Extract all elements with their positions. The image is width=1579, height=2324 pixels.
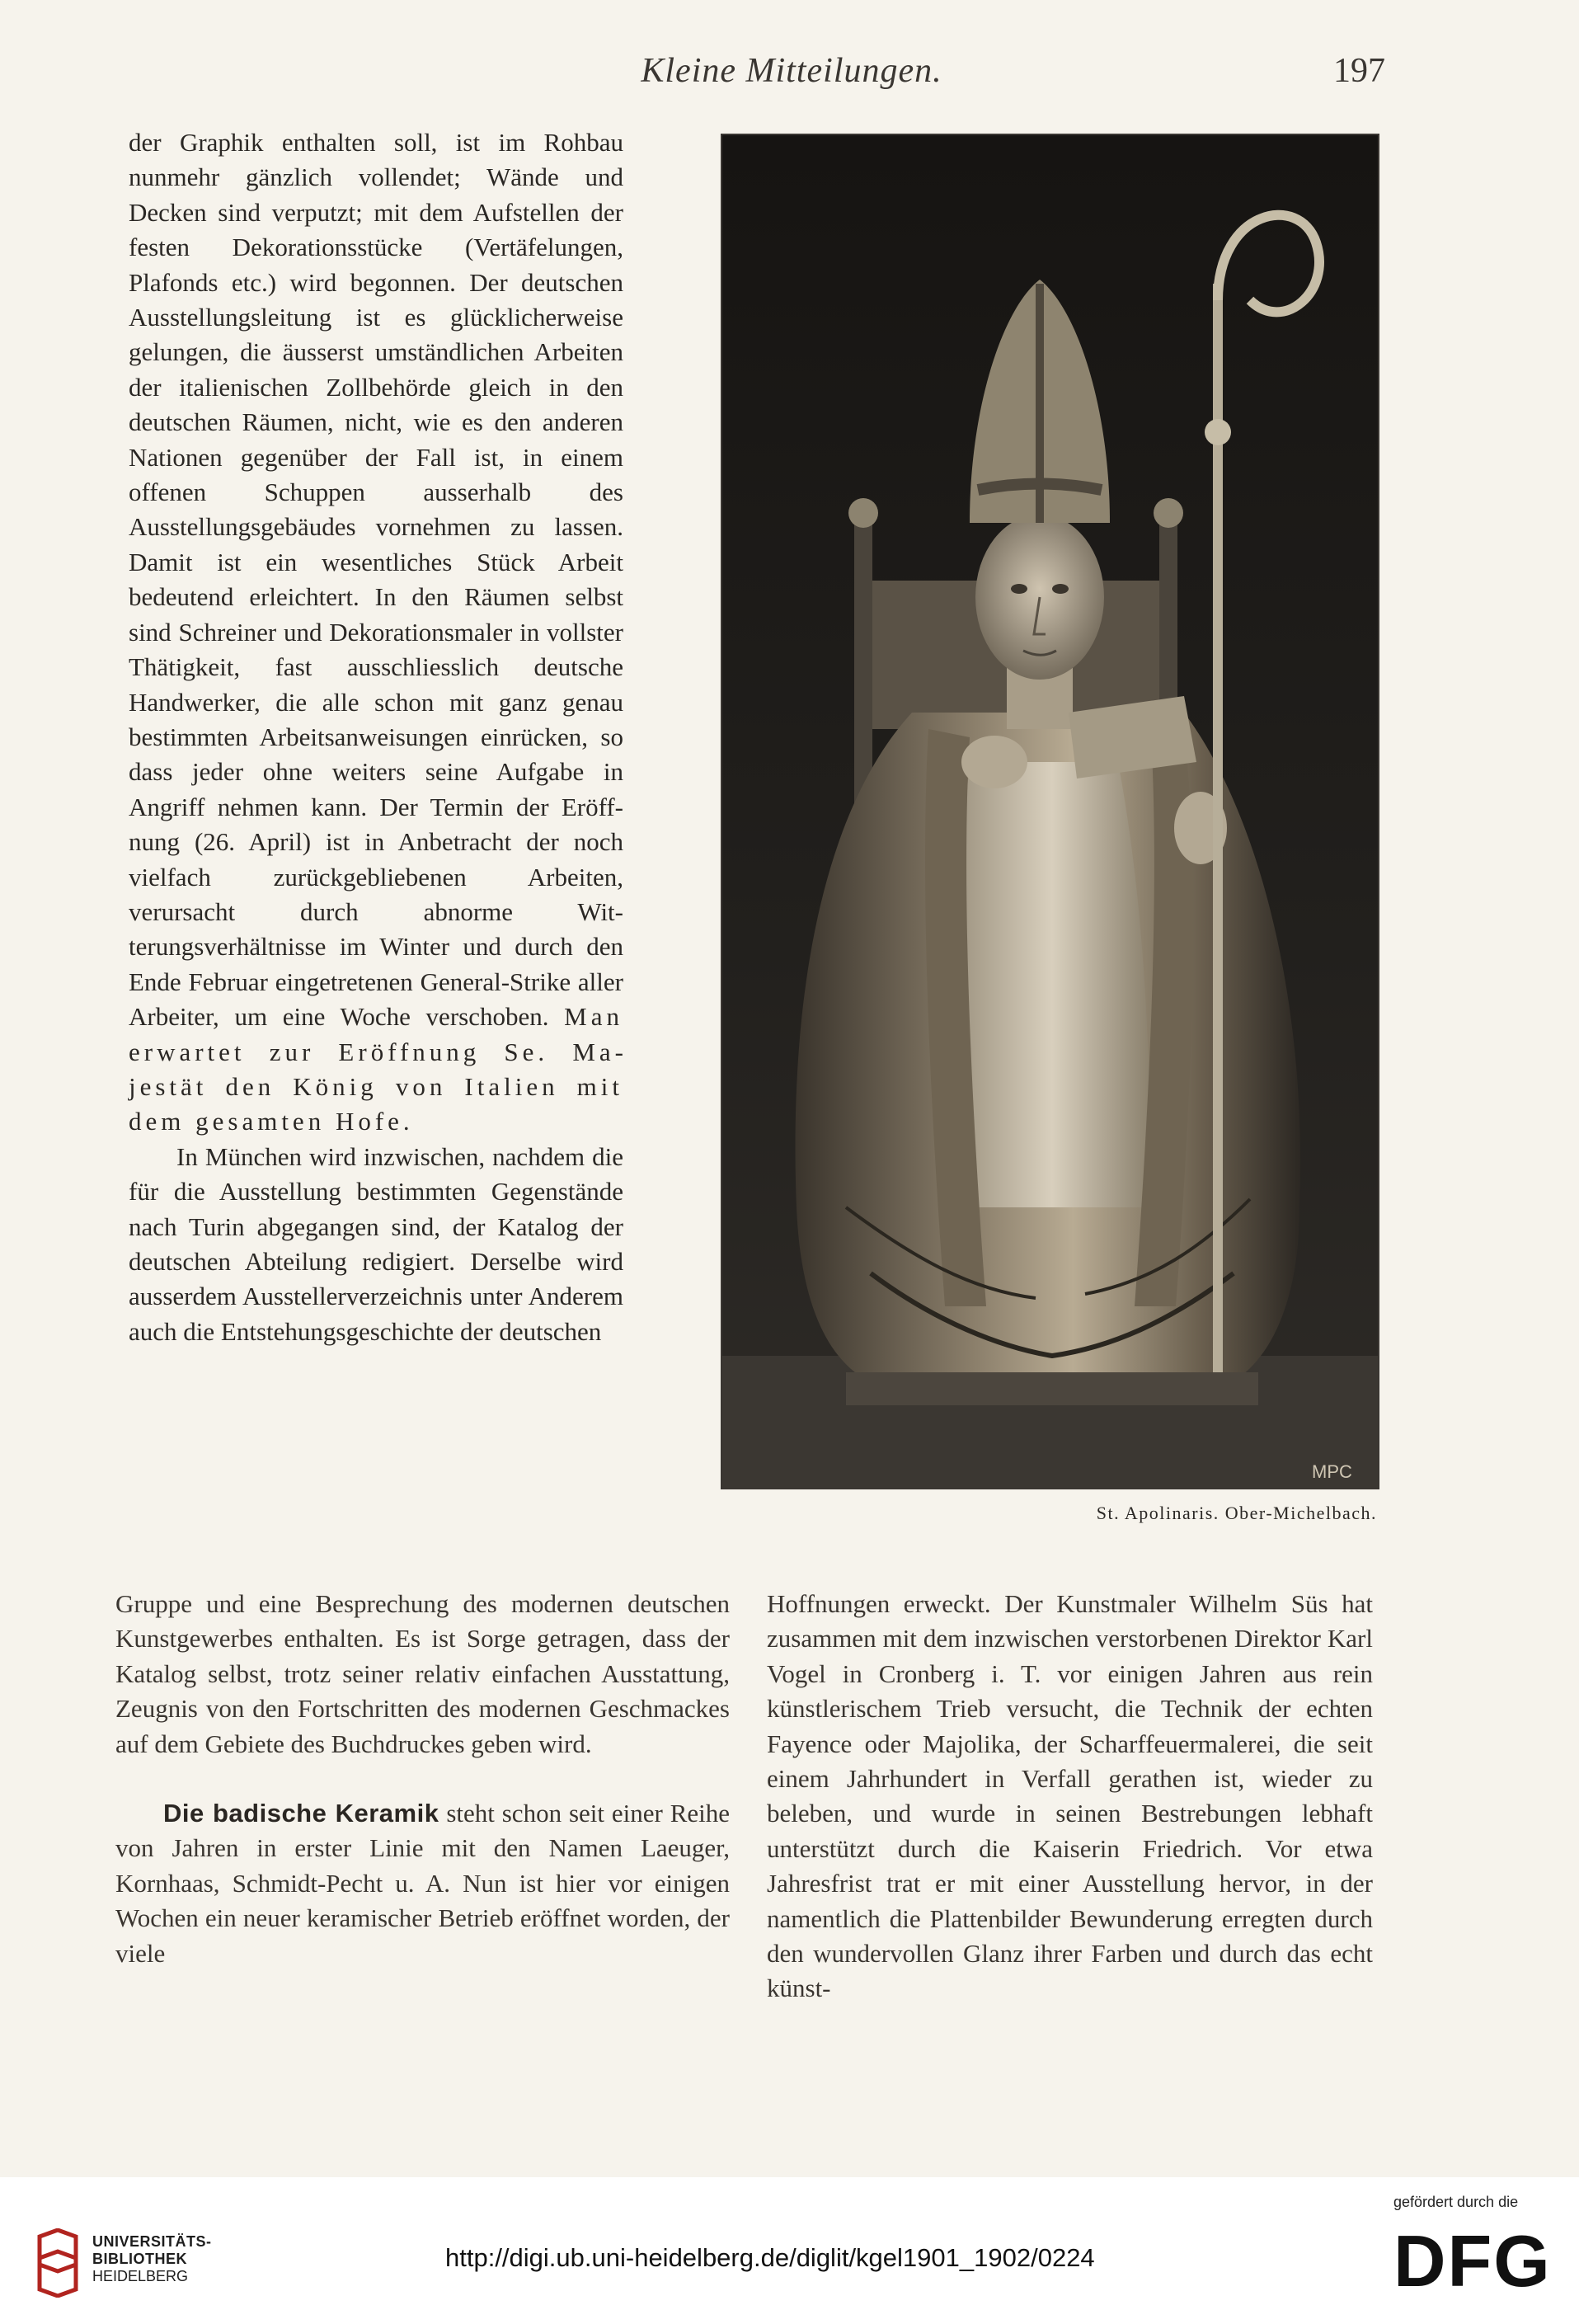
- figure-caption: St. Apolinaris. Ober-Michelbach.: [1096, 1503, 1377, 1523]
- sponsor-label: gefördert durch die: [1393, 2194, 1519, 2210]
- alb: [953, 762, 1151, 1207]
- library-line-2: BIBLIOTHEK: [92, 2251, 187, 2267]
- crozier-knop: [1205, 419, 1231, 445]
- paragraph-exhibition: [129, 125, 623, 1140]
- statue-illustration: [722, 135, 1378, 1488]
- paragraph-fayence-continued: Hoffnungen erweckt. Der Kunstmaler Wilhelm Süs hat zusammen mit dem inzwischen verstorbenen Direktor Karl Vogel in Cronberg i. T. vor einigen Jahren aus rein künstlerischem Trieb versucht, die Technik der echten Fayence oder Majolika, der Scharffeuermalerei, die seit einem Jahrhundert in Verfall gerathen ist, wieder zu beleben, und wurde in seinen Bestrebungen lebhaft unterstützt durch die Kaiserin Friedrich. Vor etwa Jahresfrist trat er mit einer Ausstellung hervor, in der namentlich die Plattenbilder Bewunderung erregten durch den wundervollen Glanz ihrer Farben und durch das echt künst-: [767, 1589, 1373, 2003]
- left-column: [129, 125, 623, 1349]
- crozier-staff: [1213, 284, 1223, 1381]
- figure-photograph-statue: [721, 134, 1379, 1489]
- dfg-logo: DFG: [1393, 2220, 1552, 2302]
- chair-knob-right: [1154, 498, 1183, 528]
- paragraph-badische-keramik: [115, 1796, 730, 1971]
- library-line-1: UNIVERSITÄTS-: [92, 2233, 212, 2250]
- running-head: [0, 51, 1579, 101]
- university-library-name: [92, 2233, 212, 2285]
- university-library-logo-icon: [33, 2228, 82, 2298]
- socle: [846, 1372, 1258, 1405]
- paragraph-exhibition-spaced-text: Man erwartet zur Eröffnung Se. Majestät den König von Italien mit dem gesamten Hofe.: [129, 1002, 623, 1136]
- paragraph-exhibition-text: der Graphik enthalten soll, ist im Rohbau nunmehr gänzlich vollendet; Wände und Decken sind verputzt; mit dem Aufstellen der festen Dekorationsstücke (Vertäfelungen, Plafonds etc.) wird begonnen. Der deutschen Ausstellungsleitung ist es glücklicherweise gelungen, die äusserst umständlichen Arbeiten der italienischen Zollbehörde gleich in den deutschen Räumen, nicht, wie es den anderen Nationen gegenüber der Fall ist, in einem offenen Schuppen ausserhalb des Ausstellungsgebäudes vornehmen zu lassen. Damit ist ein wesentliches Stück Arbeit bedeutend erleichtert. In den Räumen selbst sind Schreiner und Dekorationsmaler in vollster Thätigkeit, fast ausschliesslich deutsche Handwerker, die alle schon mit ganz genau bestimmten Arbeitsanweisungen einrücken, so dass jeder ohne weiters seine Aufgabe in Angriff nehmen kann. Der Termin der Eröffnung (26. April) ist in Anbetracht der noch vielfach zurückgebliebenen Arbeiten, verursacht durch abnorme Witterungsverhältnisse im Winter und durch den Ende Februar eingetretenen General-Strike aller Arbeiter, um eine Woche verschoben.: [129, 128, 623, 1032]
- photo-monogram: MPC: [1312, 1461, 1352, 1482]
- chair-knob-left: [848, 498, 878, 528]
- permalink-url[interactable]: http://digi.ub.uni-heidelberg.de/diglit/kgel1901_1902/0224: [445, 2243, 1095, 2272]
- paragraph-badische-keramik-text: einer Reihe von Jahren in erster Linie mit den Namen Laeuger, Kornhaas, Schmidt-Pecht u. A. Nun ist hier vor einigen Wochen ein neuer keramischer Betrieb eröffnet worden, der viele: [115, 1799, 731, 1968]
- page-number: 197: [1333, 52, 1385, 90]
- running-title: Kleine Mitteilungen.: [641, 52, 942, 90]
- paragraph-badische-keramik-first: steht schon seit: [439, 1799, 604, 1828]
- hand-left: [961, 736, 1027, 788]
- lower-right-column: [767, 1587, 1373, 2006]
- page-footer: [0, 2177, 1579, 2324]
- section-heading-badische-keramik: Die badische Keramik: [163, 1799, 439, 1828]
- library-line-3: HEIDELBERG: [92, 2268, 189, 2284]
- paragraph-munich-catalog-continued: Gruppe und eine Besprechung des modernen deutschen Kunstgewerbes enthalten. Es ist Sorge getragen, dass der Katalog selbst, trotz seiner relativ einfachen Ausstattung, Zeugnis von den Fortschritten des modernen Geschmackes auf dem Gebiete des Buchdruckes geben wird.: [115, 1589, 730, 1758]
- lower-left-column: [115, 1587, 730, 1971]
- paragraph-munich-catalog: In München wird inzwischen, nachdem die für die Ausstellung bestimmten Gegenstände nach Turin abgegangen sind, der Katalog der deutschen Abteilung redigiert. Derselbe wird ausserdem Ausstellerverzeichnis unter Anderem auch die Entstehungsgeschichte der deutschen: [129, 1141, 623, 1346]
